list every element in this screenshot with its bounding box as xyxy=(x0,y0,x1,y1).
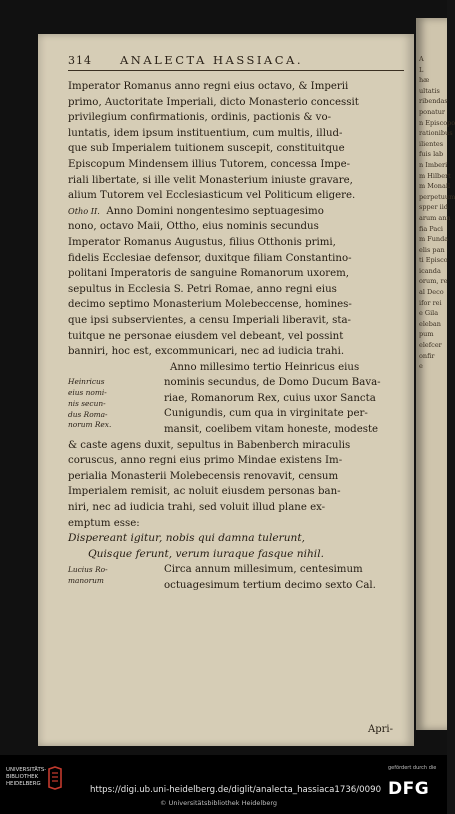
facing-page-fragment: L xyxy=(419,65,424,74)
text-line: que ipsi subservientes, a censu Imperiali liberavit, sta- xyxy=(68,314,351,326)
text-line: mansit, coelibem vitam honeste, modeste xyxy=(164,424,379,436)
facing-page-fragment: onfir xyxy=(419,351,435,360)
text-line: Imperator Romanus Augustus, filius Otthonis primi, xyxy=(68,236,336,248)
text-line: perialia Monasterii Molebecensis renovavit, censum xyxy=(68,470,339,482)
lucius-paragraph xyxy=(68,562,404,593)
text-line: politani Imperatoris de sanguine Romanorum uxorem, xyxy=(68,268,350,280)
book-page xyxy=(38,34,414,746)
running-head: ANALECTA HASSIACA. xyxy=(120,53,303,67)
catchword: Apri- xyxy=(368,724,393,735)
facing-page-fragment: perpetuum xyxy=(419,192,455,201)
logo-text-line: UNIVERSITÄTS- xyxy=(6,767,47,773)
text-line: coruscus, anno regni eius primo Mindae existens Im- xyxy=(68,455,343,467)
facing-page-edge xyxy=(416,18,455,730)
facing-page-fragment: elefcer xyxy=(419,341,442,350)
permalink[interactable]: https://digi.ub.uni-heidelberg.de/diglit/analecta_hassiaca1736/0090 xyxy=(90,785,382,795)
margin-note-line: nis secun- xyxy=(68,398,106,408)
text-line: Episcopum Mindensem illius Tutorem, concessa Impe- xyxy=(68,158,351,170)
margin-note-heinricus xyxy=(68,377,126,431)
text-line: & caste agens duxit, sepultus in Babenberch miraculis xyxy=(68,439,351,451)
funder-note-line: gefördert durch die xyxy=(388,765,437,771)
facing-page-fragment: pum xyxy=(419,330,434,339)
text-line: luntatis, idem ipsum instituentium, cum multis, illud- xyxy=(68,127,343,139)
text-line: nono, octavo Maii, Ottho, eius nominis secundus xyxy=(68,221,319,233)
text-line-otho xyxy=(68,204,404,220)
text-line: nominis secundus, de Domo Ducum Bava- xyxy=(164,377,381,389)
page-body xyxy=(68,79,404,594)
text-line: sepultus in Ecclesia S. Petri Romae, anno regni eius xyxy=(68,283,337,295)
page-number: 314 xyxy=(68,54,92,67)
funder-note xyxy=(388,765,438,771)
facing-page-fragment: icanda xyxy=(419,266,441,275)
facing-page-fragment: m Hilbert xyxy=(419,171,451,180)
text-line: niri, nec ad iudicia trahi, sed voluit illud plane ex- xyxy=(68,502,326,514)
text-line: Imperialem remisit, ac noluit eiusdem personas ban- xyxy=(68,486,341,498)
facing-page-fragment: n Imberi xyxy=(419,160,448,169)
text-line: privilegium confirmationis, ordinis, pactionis & vo- xyxy=(68,112,332,124)
facing-page-fragment: spper iid xyxy=(419,203,448,212)
text-line: fidelis Ecclesiae defensor, duxitque filiam Constantino- xyxy=(68,252,352,264)
logo-text-line: HEIDELBERG xyxy=(6,780,41,787)
facing-page-fragment: ifor rei xyxy=(419,298,442,307)
facing-page-fragment: ti Episco xyxy=(419,256,448,265)
facing-page-fragment: n Episcopo xyxy=(419,118,455,127)
facing-page-fragment: ilientes xyxy=(419,139,444,148)
margin-note-otho: Otho II. xyxy=(68,205,100,216)
margin-note-line: manorum xyxy=(68,576,104,586)
dfg-logo: DFG xyxy=(388,779,430,799)
verse-line: Dispereant igitur, nobis qui damna tulerunt, xyxy=(68,532,305,545)
margin-note-line: eius nomi- xyxy=(68,388,107,398)
facing-page-fragment: fia Paci xyxy=(419,224,443,233)
facing-page-fragment: A xyxy=(419,55,424,63)
text-line: Circa annum millesimum, centesimum xyxy=(164,564,363,576)
text-line: riali libertate, si ille velit Monasterium iniuste gravare, xyxy=(68,174,353,186)
library-logo xyxy=(6,767,50,787)
text-line: que sub Imperialem tuitionem suscepit, constituitque xyxy=(68,143,345,155)
heinricus-text xyxy=(164,375,404,437)
facing-page-fragment: e xyxy=(419,362,423,371)
text-line: primo, Auctoritate Imperiali, dicto Monasterio concessit xyxy=(68,96,359,108)
facing-page-fragment: fuis lab xyxy=(419,150,444,159)
text-line: octuagesimum tertium decimo sexto Cal. xyxy=(164,580,376,592)
facing-page-fragment: ultatis xyxy=(419,86,440,95)
facing-page-fragment: elis pan xyxy=(419,245,445,254)
verse-line: Quisque ferunt, verum iuraque fasque nihil. xyxy=(88,547,324,560)
margin-note-line: dus Roma- xyxy=(68,409,108,419)
margin-note-line: norum Rex. xyxy=(68,420,112,430)
logo-text-line: BIBLIOTHEK xyxy=(6,773,39,780)
header-rule xyxy=(68,70,404,71)
facing-page-fragment: ribendas xyxy=(419,97,448,106)
text-line: tuitque ne personae eiusdem vel debeant, vel possint xyxy=(68,330,344,342)
text-line: alium Tutorem vel Ecclesiasticum vel Politicum eligere. xyxy=(68,190,356,202)
copyright: © Universitätsbibliothek Heidelberg xyxy=(160,799,278,807)
facing-page-fragment: hæ xyxy=(419,76,430,85)
library-emblem-icon xyxy=(48,767,62,789)
facing-page-fragment: m Funda xyxy=(419,235,449,244)
margin-note-line: Lucius Ro- xyxy=(68,565,108,575)
text-line: Anno millesimo tertio Heinricus eius xyxy=(170,361,360,373)
facing-page-fragment: arum ann xyxy=(419,213,451,222)
text-line: Cunigundis, cum qua in virginitate per- xyxy=(164,408,368,420)
facing-page-fragment: al Deco xyxy=(419,288,444,297)
margin-note-lucius xyxy=(68,565,126,587)
facing-page-fragment: m Monail xyxy=(419,182,451,191)
text-line: banniri, hoc est, excommunicari, nec ad iudicia trahi. xyxy=(68,346,345,358)
text-line: Imperator Romanus anno regni eius octavo, & Imperii xyxy=(68,81,349,92)
lucius-text xyxy=(164,562,404,593)
facing-page-fragment: eleban xyxy=(419,319,441,328)
facing-page-text xyxy=(416,18,455,372)
viewer-footer xyxy=(0,755,447,814)
text-line: riae, Romanorum Rex, cuius uxor Sancta xyxy=(164,392,376,404)
facing-page-fragment: rationibus xyxy=(419,129,453,138)
margin-note-line: Heinricus xyxy=(68,377,105,387)
heinricus-paragraph xyxy=(68,375,404,437)
text-line: Anno Domini nongentesimo septuagesimo xyxy=(106,205,324,217)
text-line: emptum esse: xyxy=(68,517,140,529)
facing-page-fragment: ponatur xyxy=(419,107,446,116)
facing-page-fragment: orum, re xyxy=(419,277,448,286)
facing-page-fragment: e Gila xyxy=(419,309,439,318)
text-line: decimo septimo Monasterium Molebeccense, homines- xyxy=(68,299,352,311)
